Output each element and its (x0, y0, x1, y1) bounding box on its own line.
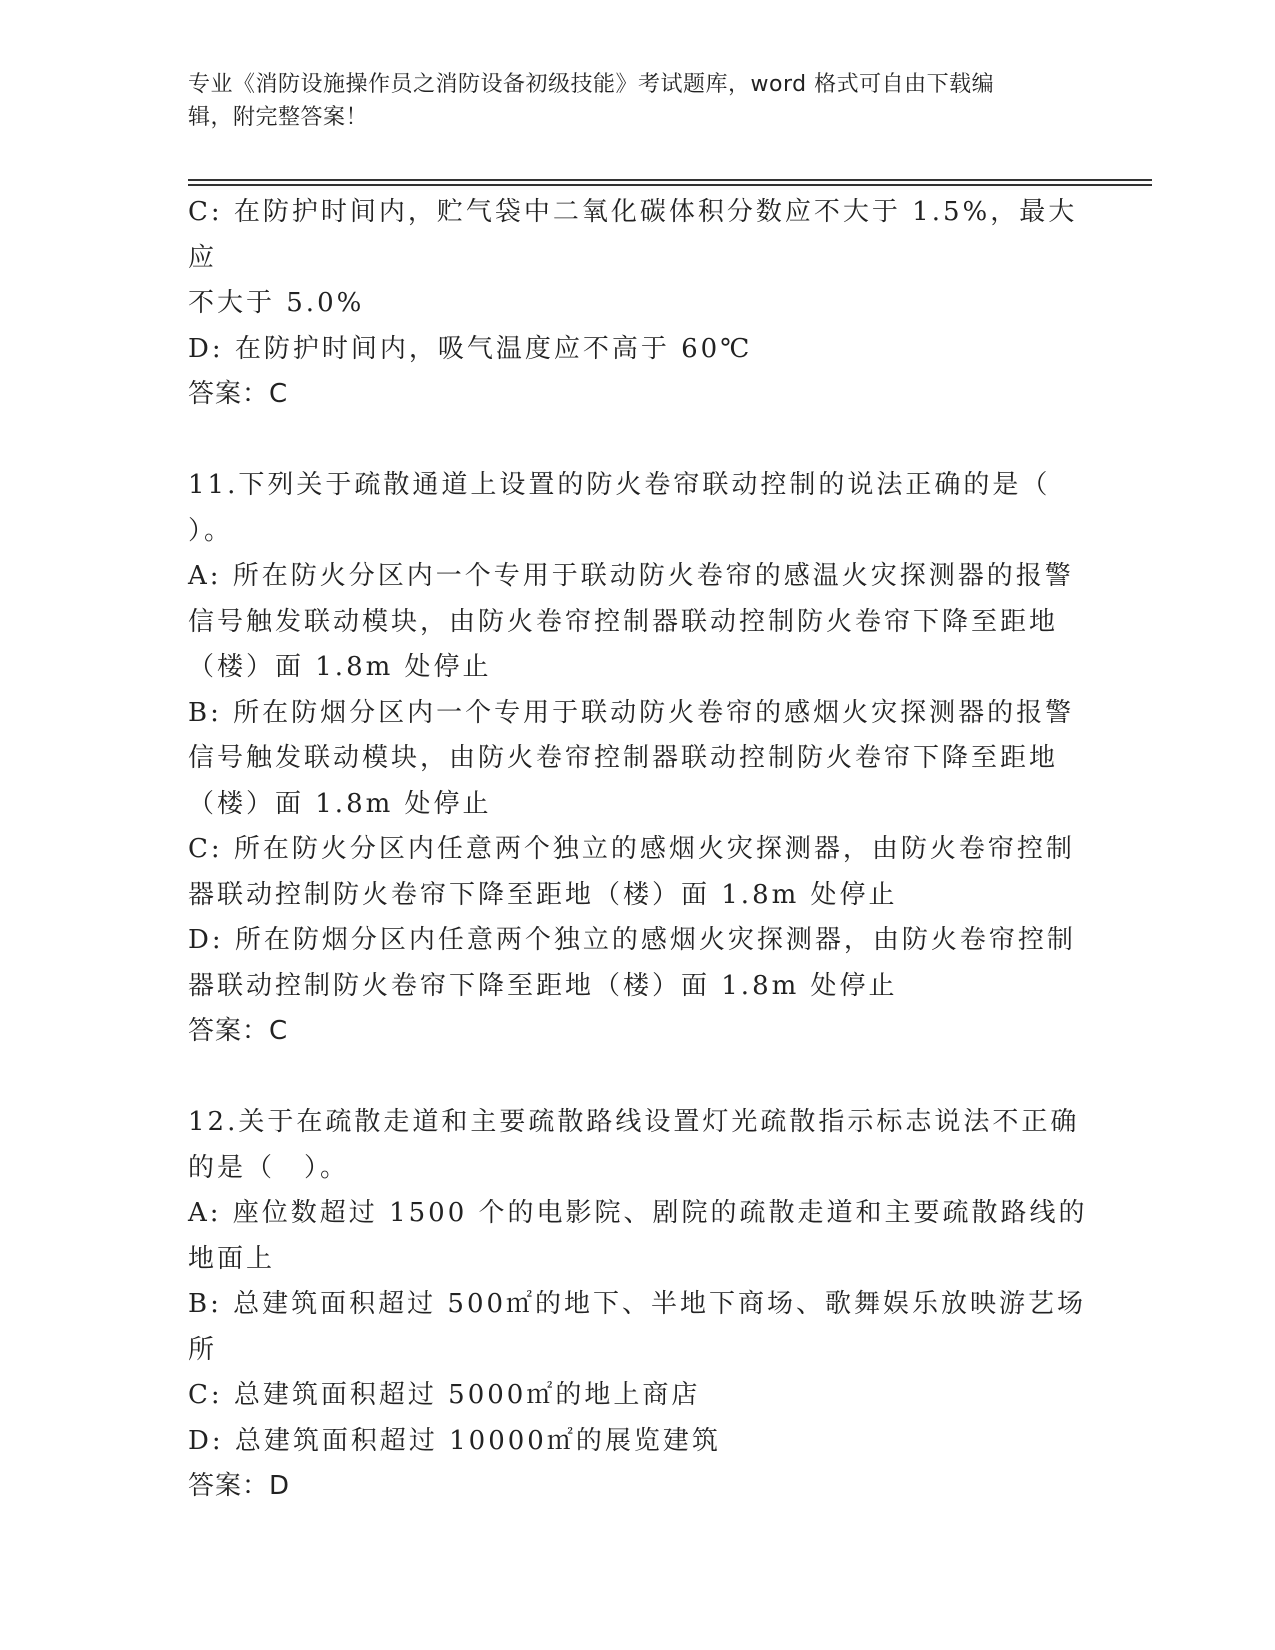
option-d (188, 327, 1088, 373)
option-line: A: 座位数超过 1500 个的电影院、剧院的疏散走道和主要疏散路线的 (188, 1198, 1088, 1228)
option-line: C: 总建筑面积超过 5000㎡的地上商店 (188, 1380, 701, 1410)
option-line: 不大于 5.0% (188, 288, 365, 318)
option-line: （楼）面 1.8m 处停止 (188, 652, 492, 682)
answer-line: 答案：C (188, 1016, 289, 1046)
stem-line: ）。 (188, 515, 234, 546)
stem-line: 的是（ ）。 (188, 1152, 350, 1183)
answer-line: 答案：C (188, 379, 289, 409)
header-line: 辑，附完整答案！ (188, 105, 369, 130)
option-line: D: 在防护时间内，吸气温度应不高于 60℃ (188, 333, 753, 364)
option-c (188, 1373, 1088, 1419)
option-c (188, 827, 1088, 918)
question-11 (188, 463, 1088, 1055)
option-line: （楼）面 1.8m 处停止 (188, 788, 492, 819)
option-a (188, 1191, 1088, 1282)
question-stem (188, 463, 1088, 554)
stem-line: 11.下列关于疏散通道上设置的防火卷帘联动控制的说法正确的是（ (188, 470, 1051, 500)
document-body (188, 190, 1088, 1510)
page-header (188, 68, 1068, 134)
option-b (188, 1282, 1088, 1373)
option-d (188, 918, 1088, 1009)
header-rule (188, 179, 1152, 181)
spacer (188, 1055, 1088, 1101)
option-line: B: 所在防烟分区内一个专用于联动防火卷帘的感烟火灾探测器的报警 (188, 697, 1075, 728)
option-line: 器联动控制防火卷帘下降至距地（楼）面 1.8m 处停止 (188, 879, 898, 910)
option-line: 信号触发联动模块，由防火卷帘控制器联动控制防火卷帘下降至距地 (188, 743, 1059, 773)
option-a (188, 554, 1088, 691)
option-b (188, 691, 1088, 828)
option-line: A: 所在防火分区内一个专用于联动防火卷帘的感温火灾探测器的报警 (188, 561, 1074, 591)
option-d (188, 1419, 1088, 1465)
option-line: D: 总建筑面积超过 10000㎡的展览建筑 (188, 1425, 721, 1456)
header-rule (188, 184, 1152, 186)
option-line: D: 所在防烟分区内任意两个独立的感烟火灾探测器，由防火卷帘控制 (188, 925, 1076, 955)
option-line: C: 在防护时间内，贮气袋中二氧化碳体积分数应不大于 1.5%，最大应 (188, 197, 1078, 273)
option-line: 地面上 (188, 1243, 276, 1274)
question-12 (188, 1100, 1088, 1510)
stem-line: 12.关于在疏散走道和主要疏散路线设置灯光疏散指示标志说法不正确 (188, 1107, 1080, 1137)
spacer (188, 418, 1088, 464)
answer-line: 答案：D (188, 1471, 291, 1501)
option-line: B: 总建筑面积超过 500㎡的地下、半地下商场、歌舞娱乐放映游艺场 (188, 1289, 1087, 1319)
option-c (188, 190, 1088, 327)
option-line: 所 (188, 1334, 218, 1365)
header-line: 专业《消防设施操作员之消防设备初级技能》考试题库，word 格式可自由下载编 (188, 72, 995, 97)
question-stem (188, 1100, 1088, 1191)
option-line: 器联动控制防火卷帘下降至距地（楼）面 1.8m 处停止 (188, 970, 898, 1001)
option-line: C: 所在防火分区内任意两个独立的感烟火灾探测器，由防火卷帘控制 (188, 834, 1075, 864)
option-line: 信号触发联动模块，由防火卷帘控制器联动控制防火卷帘下降至距地 (188, 606, 1059, 637)
